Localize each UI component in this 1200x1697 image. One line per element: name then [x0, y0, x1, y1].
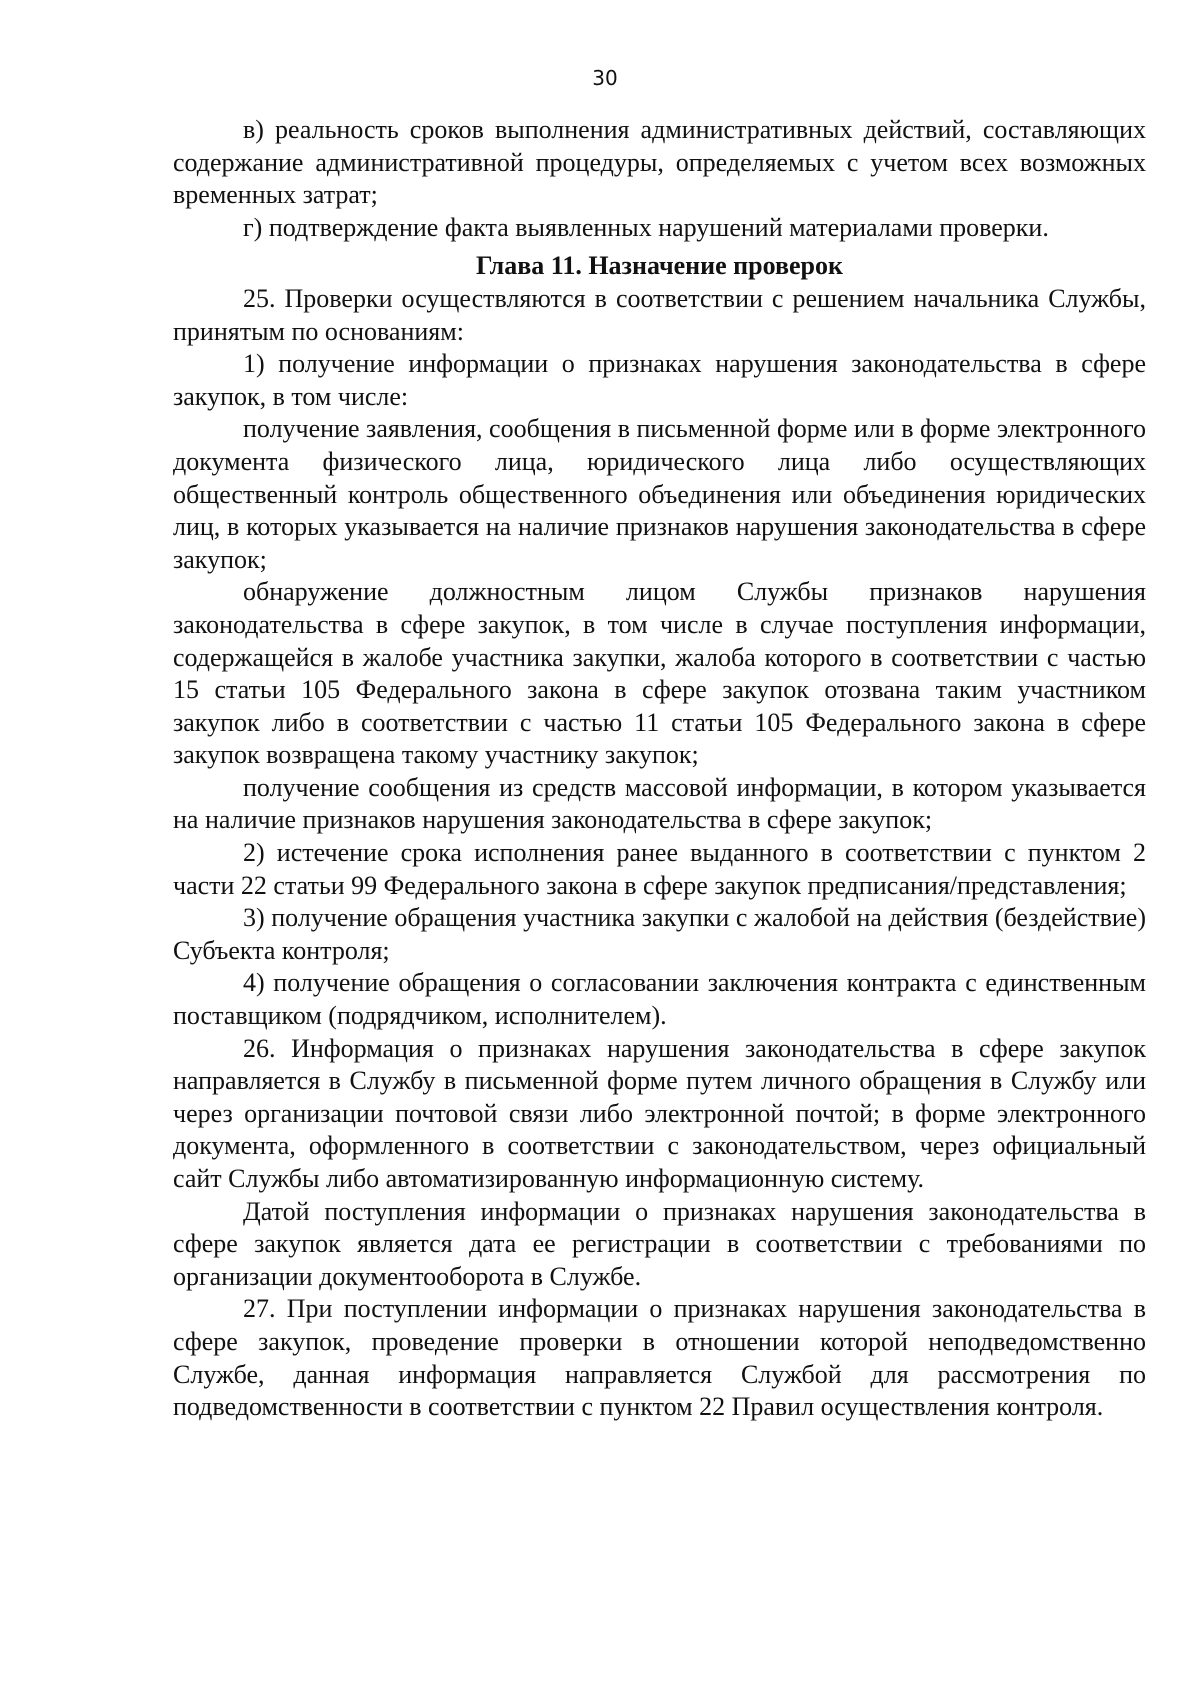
- paragraph-item-g: г) подтверждение факта выявленных нарушений материалами проверки.: [243, 212, 1049, 242]
- paragraph-item-v: в) реальность сроков выполнения административных действий, составляющих содержание административной процедуры, определяемых с учетом всех возможных временных затрат;: [173, 115, 1146, 210]
- paragraph-clause-27: 27. При поступлении информации о признаках нарушения законодательства в сфере закупок, проведение проверки в отношении которой неподведомственно Службе, данная информация направляется Службой для рассмотрения по подведомственности в соответствии с пунктом 22 Правил осуществления контроля.: [173, 1294, 1146, 1422]
- paragraph-ground-1-application: получение заявления, сообщения в письменной форме или в форме электронного документа физического лица, юридического лица либо осуществляющих общественный контроль общественного объединения или объединения юридических лиц, в которых указывается на наличие признаков нарушения законодательства в сфере закупок;: [173, 414, 1146, 574]
- paragraph-ground-1-media: получение сообщения из средств массовой информации, в котором указывается на наличие признаков нарушения законодательства в сфере закупок;: [173, 772, 1146, 835]
- paragraph-ground-1-detection: обнаружение должностным лицом Службы признаков нарушения законодательства в сфере закупок, в том числе в случае поступления информации, содержащейся в жалобе участника закупки, жалоба которого в соответствии с частью 15 статьи 105 Федерального закона в сфере закупок отозвана таким участником закупок либо в соответствии с частью 11 статьи 105 Федерального закона в сфере закупок возвращена такому участнику закупок;: [173, 577, 1146, 770]
- page-number: 30: [592, 66, 618, 90]
- paragraph-ground-4: 4) получение обращения о согласовании заключения контракта с единственным поставщиком (подрядчиком, исполнителем).: [173, 968, 1146, 1031]
- paragraph-clause-26: 26. Информация о признаках нарушения законодательства в сфере закупок направляется в Службу в письменной форме путем личного обращения в Службу или через организации почтовой связи либо электронной почтой; в форме электронного документа, оформленного в соответствии с законодательством, через официальный сайт Службы либо автоматизированную информационную систему.: [173, 1033, 1146, 1193]
- document-body: [173, 114, 1146, 1424]
- paragraph-receipt-date: Датой поступления информации о признаках нарушения законодательства в сфере закупок является дата ее регистрации в соответствии с требованиями по организации документооборота в Службе.: [173, 1196, 1146, 1291]
- paragraph-ground-1: 1) получение информации о признаках нарушения законодательства в сфере закупок, в том числе:: [173, 349, 1146, 411]
- paragraph-ground-3: 3) получение обращения участника закупки с жалобой на действия (бездействие) Субъекта контроля;: [173, 903, 1146, 965]
- paragraph-clause-25: 25. Проверки осуществляются в соответствии с решением начальника Службы, принятым по основаниям:: [173, 283, 1146, 346]
- chapter-heading: Глава 11. Назначение проверок: [476, 251, 843, 281]
- paragraph-ground-2: 2) истечение срока исполнения ранее выданного в соответствии с пунктом 2 части 22 статьи 99 Федерального закона в сфере закупок предписания/представления;: [173, 838, 1146, 900]
